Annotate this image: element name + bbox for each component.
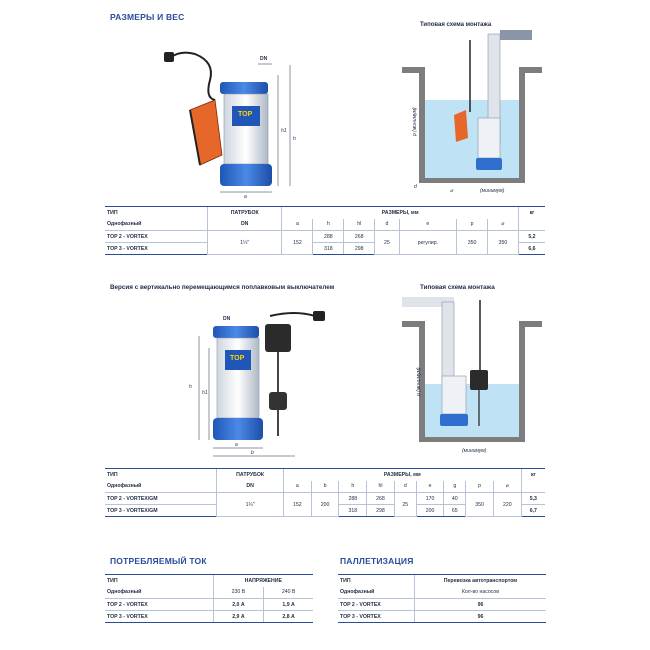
t1-phase: Однофазный bbox=[105, 219, 207, 231]
pal-r0-model: TOP 2 - VORTEX bbox=[338, 599, 414, 611]
water-area bbox=[425, 100, 519, 178]
t2-r0-model: TOP 2 - VORTEX/GM bbox=[105, 493, 217, 505]
t1-r1-h: 318 bbox=[313, 243, 344, 255]
t2-sub-g: g bbox=[444, 481, 466, 493]
t1-d-value: 25 bbox=[375, 231, 399, 255]
float-icon-2 bbox=[454, 110, 468, 142]
install-dim-d: d bbox=[414, 184, 417, 190]
t2-r1-h: 318 bbox=[339, 505, 367, 517]
t1-sub-e: e bbox=[399, 219, 457, 231]
t2-sub-hl: hl bbox=[367, 481, 395, 493]
t1-col-kg: кг bbox=[518, 207, 545, 219]
t1-col-type: ТИП bbox=[105, 207, 207, 219]
spec-table-2 bbox=[105, 468, 545, 517]
cur-r0-model: TOP 2 - VORTEX bbox=[105, 599, 213, 611]
t1-sub-d: d bbox=[375, 219, 399, 231]
t2-sub-h: h bbox=[339, 481, 367, 493]
cur-v1: 230 В bbox=[213, 587, 264, 599]
dim-dn: DN bbox=[260, 56, 268, 62]
plug-icon bbox=[164, 52, 174, 62]
t2-b-value: 200 bbox=[311, 493, 339, 517]
svg-text:TOP: TOP bbox=[230, 355, 245, 362]
t2-r1-g: 65 bbox=[444, 505, 466, 517]
t2-sub-o: ⌀ bbox=[493, 481, 521, 493]
t2-sub-p: p bbox=[466, 481, 494, 493]
dim-h1: h1 bbox=[281, 128, 287, 134]
dim-a: a bbox=[244, 194, 247, 200]
t2-r0-kg: 5,3 bbox=[521, 493, 545, 505]
cur-col-voltage: НАПРЯЖЕНИЕ bbox=[213, 575, 313, 587]
pal-phase: Однофазный bbox=[338, 587, 414, 599]
cur-v2: 240 В bbox=[264, 587, 313, 599]
pal-col-transport: Перевозка автотранспортом bbox=[414, 575, 546, 587]
cur-phase: Однофазный bbox=[105, 587, 213, 599]
t2-r1-hl: 298 bbox=[367, 505, 395, 517]
t1-col-port: ПАТРУБОК bbox=[207, 207, 282, 219]
cur-r0-a1: 2,0 А bbox=[213, 599, 264, 611]
t2-sub-b: b bbox=[311, 481, 339, 493]
t2-r1-model: TOP 3 - VORTEX/GM bbox=[105, 505, 217, 517]
table-row bbox=[338, 599, 546, 611]
install-dim-e: ⌀ bbox=[450, 188, 454, 194]
section2-install-caption: Типовая схема монтажа bbox=[420, 284, 495, 291]
table-row bbox=[105, 599, 313, 611]
section2-title: Версия с вертикально перемещающимся поплавковым выключателем bbox=[110, 284, 335, 291]
t2-col-port: ПАТРУБОК bbox=[217, 469, 284, 481]
pal-qty-label: Кол-во насосов bbox=[414, 587, 546, 599]
current-table bbox=[105, 574, 313, 623]
t1-r0-kg: 5,2 bbox=[518, 231, 545, 243]
pallet-table bbox=[338, 574, 546, 623]
install-diagram-2 bbox=[392, 294, 562, 459]
t2-a-value: 152 bbox=[284, 493, 312, 517]
t2-r0-e: 170 bbox=[416, 493, 444, 505]
t1-r0-model: TOP 2 - VORTEX bbox=[105, 231, 207, 243]
cur-col-type: ТИП bbox=[105, 575, 213, 587]
install-diagram-1 bbox=[392, 30, 562, 200]
t2-r0-hl: 268 bbox=[367, 493, 395, 505]
t1-r0-h: 288 bbox=[313, 231, 344, 243]
plug-icon-2 bbox=[313, 311, 325, 321]
t1-dn-value: 1¼" bbox=[207, 231, 282, 255]
dim2-b: b bbox=[251, 450, 254, 456]
t1-sub-h: h bbox=[313, 219, 344, 231]
install-dim-min: (минимум) bbox=[480, 188, 505, 194]
spec-table-1 bbox=[105, 206, 545, 255]
t2-sub-e: e bbox=[416, 481, 444, 493]
t2-r0-h: 288 bbox=[339, 493, 367, 505]
t1-sub-a: a bbox=[282, 219, 313, 231]
t1-sub-p: p bbox=[457, 219, 488, 231]
table-row bbox=[105, 493, 545, 505]
t2-sub-a: a bbox=[284, 481, 312, 493]
pallet-title: ПАЛЛЕТИЗАЦИЯ bbox=[340, 556, 414, 566]
t2-col-dims: РАЗМЕРЫ, мм bbox=[284, 469, 522, 481]
cur-r1-a1: 2,9 А bbox=[213, 611, 264, 623]
t1-a-value: 152 bbox=[282, 231, 313, 255]
cur-r1-model: TOP 3 - VORTEX bbox=[105, 611, 213, 623]
t2-dn-value: 1¼" bbox=[217, 493, 284, 517]
install2-dim-min: (минимум) bbox=[462, 448, 487, 454]
t1-sub-o: ⌀ bbox=[487, 219, 518, 231]
float-box-icon bbox=[265, 324, 291, 352]
dim2-a: a bbox=[235, 442, 238, 448]
current-title: ПОТРЕБЛЯЕМЫЙ ТОК bbox=[110, 556, 207, 566]
t2-d-value: 25 bbox=[394, 493, 416, 517]
t2-o-value: 220 bbox=[493, 493, 521, 517]
pal-r0-qty: 96 bbox=[414, 599, 546, 611]
install2-dim-p: p (минимум) bbox=[416, 367, 422, 396]
svg-text:TOP: TOP bbox=[238, 111, 253, 118]
t1-dn: DN bbox=[207, 219, 282, 231]
t1-col-dims: РАЗМЕРЫ, мм bbox=[282, 207, 518, 219]
water-area-2 bbox=[425, 384, 519, 437]
pal-r1-qty: 96 bbox=[414, 611, 546, 623]
t1-r1-kg: 6,6 bbox=[518, 243, 545, 255]
pump-drawing-1 bbox=[160, 40, 310, 200]
t1-r1-hl: 298 bbox=[344, 243, 375, 255]
t2-sub-d: d bbox=[394, 481, 416, 493]
t2-p-value: 350 bbox=[466, 493, 494, 517]
t2-col-type: ТИП bbox=[105, 469, 217, 481]
t1-o-value: 350 bbox=[487, 231, 518, 255]
t1-e-value: регулир. bbox=[399, 231, 457, 255]
t1-r1-model: TOP 3 - VORTEX bbox=[105, 243, 207, 255]
t2-r1-e: 200 bbox=[416, 505, 444, 517]
t2-dn: DN bbox=[217, 481, 284, 493]
dim2-h: h bbox=[189, 384, 192, 390]
section1-title: РАЗМЕРЫ И ВЕС bbox=[110, 12, 185, 22]
table-row bbox=[105, 611, 313, 623]
dim2-dn: DN bbox=[223, 316, 231, 322]
pal-r1-model: TOP 3 - VORTEX bbox=[338, 611, 414, 623]
install-dim-p: p (минимум) bbox=[412, 107, 418, 136]
table-row bbox=[105, 231, 545, 243]
float-icon-3 bbox=[269, 392, 287, 410]
cur-r0-a2: 1,9 А bbox=[264, 599, 313, 611]
table-row bbox=[338, 611, 546, 623]
dim-h: h bbox=[293, 136, 296, 142]
t1-sub-hl: hl bbox=[344, 219, 375, 231]
t1-r0-hl: 268 bbox=[344, 231, 375, 243]
t2-r1-kg: 6,7 bbox=[521, 505, 545, 517]
pump-drawing-2 bbox=[185, 296, 345, 461]
cur-r1-a2: 2,8 А bbox=[264, 611, 313, 623]
t1-p-value: 350 bbox=[457, 231, 488, 255]
t2-col-kg: кг bbox=[521, 469, 545, 481]
pal-col-type: ТИП bbox=[338, 575, 414, 587]
t2-phase: Однофазный bbox=[105, 481, 217, 493]
dim2-h1: h1 bbox=[202, 390, 208, 396]
section1-install-caption: Типовая схема монтажа bbox=[420, 22, 492, 28]
t2-r0-g: 40 bbox=[444, 493, 466, 505]
